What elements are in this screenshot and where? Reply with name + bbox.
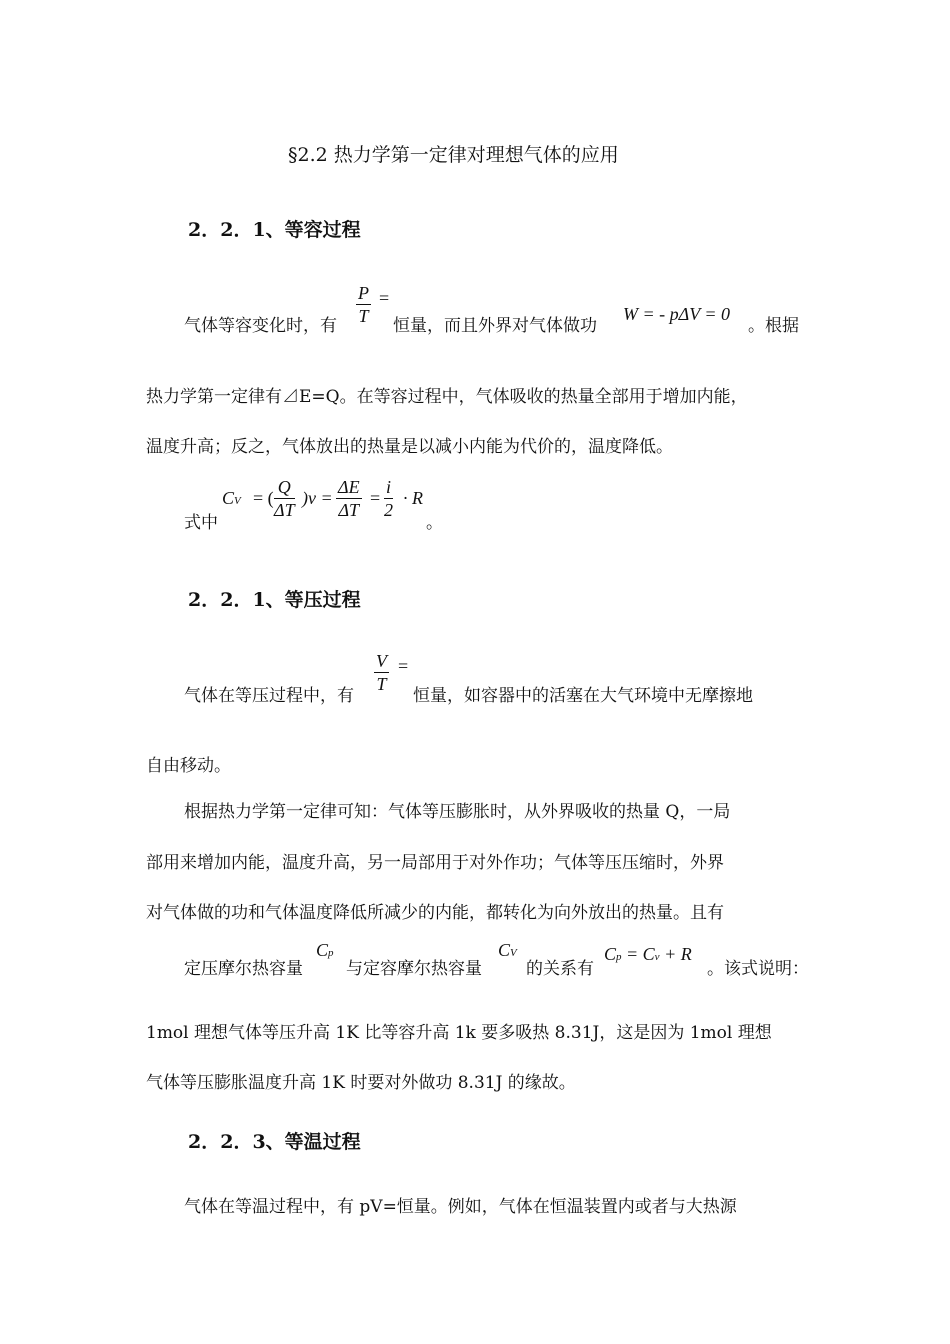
paragraph-text: 温度升高；反之，气体放出的热量是以减小内能为代价的，温度降低。 [146, 437, 673, 457]
formula-operator: )v = [302, 488, 333, 508]
symbol-cv: CV [498, 940, 517, 960]
paragraph-text: 热力学第一定律有⊿E=Q。在等容过程中，气体吸收的热量全部用于增加内能， [146, 387, 748, 407]
symbol-cp: Cp [316, 940, 334, 960]
page-title: §2.2 热力学第一定律对理想气体的应用 [288, 144, 619, 166]
paragraph-text: 根据热力学第一定律可知：气体等压膨胀时，从外界吸收的热量 Q，一局 [184, 802, 731, 822]
paragraph-text: 。根据 [748, 316, 799, 336]
paragraph-text: 部用来增加内能，温度升高，另一局部用于对外作功；气体等压压缩时，外界 [146, 853, 724, 873]
section-heading-isochoric: 2．2．1、等容过程 [188, 219, 361, 241]
work-formula: W = - pΔV = 0 [623, 304, 731, 324]
paragraph-text: 气体等容变化时，有 [184, 316, 337, 336]
fraction-q-over-dt: $\frac{Q}{\Delta T}$ [274, 477, 295, 520]
paragraph-text: 定压摩尔热容量 [184, 959, 303, 979]
fraction-p-over-t [356, 283, 371, 326]
section-heading-isobaric: 2．2．1、等压过程 [188, 589, 361, 611]
paragraph-text: 。该式说明： [707, 959, 809, 979]
equals-sign: = [379, 288, 390, 308]
formula-operator: · R [403, 488, 423, 508]
paragraph-text: 恒量，如容器中的活塞在大气环境中无摩擦地 [413, 686, 753, 706]
formula-cp-cv: Cp = Cv + R [604, 944, 692, 964]
paragraph-text: 气体在等压过程中，有 [184, 686, 354, 706]
paragraph-text: 对气体做的功和气体温度降低所减少的内能，都转化为向外放出的热量。且有 [146, 903, 724, 923]
fraction-numerator: P [358, 283, 369, 303]
paragraph-text: 气体在等温过程中，有 pV=恒量。例如，气体在恒温装置内或者与大热源 [184, 1197, 737, 1217]
equals-sign: = [398, 656, 409, 676]
paragraph-text: 的关系有 [526, 959, 594, 979]
fraction-de-over-dt: $\frac{\Delta E}{\Delta T}$ [338, 477, 360, 520]
paragraph-text: 气体等压膨胀温度升高 1K 时要对外做功 8.31J 的缘故。 [146, 1073, 576, 1093]
formula-cv: CV [222, 488, 241, 508]
paragraph-text: 恒量，而且外界对气体做功 [393, 316, 597, 336]
fraction-i-over-2: $\frac{i}{2}$ [384, 477, 393, 520]
section-heading-isothermal: 2．2．3、等温过程 [188, 1131, 361, 1153]
formula-operator: = ( [253, 488, 274, 508]
paragraph-text: 1mol 理想气体等压升高 1K 比等容升高 1k 要多吸热 8.31J，这是因为 1mol 理想 [146, 1023, 772, 1043]
fraction-denominator: T [358, 306, 369, 326]
fraction-v-over-t: $\frac{V}{T}$ [376, 651, 387, 694]
paragraph-text: 与定容摩尔热容量 [346, 959, 482, 979]
paragraph-text: 式中 [184, 513, 218, 533]
formula-operator: = [370, 488, 381, 508]
paragraph-text: 。 [426, 513, 443, 533]
paragraph-text: 自由移动。 [146, 756, 231, 776]
